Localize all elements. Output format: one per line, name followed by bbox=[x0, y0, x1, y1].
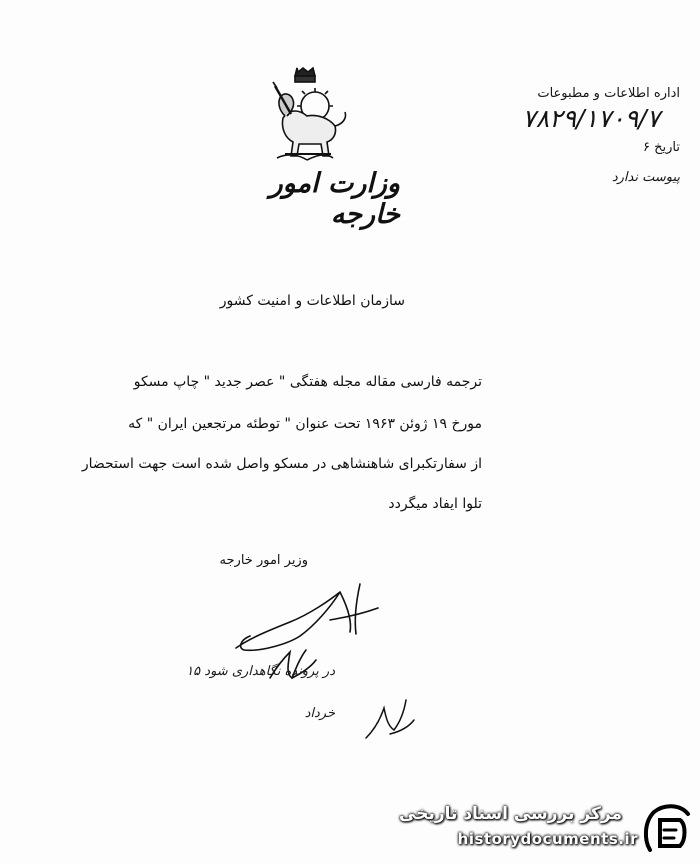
attachment-status: پیوست ندارد bbox=[611, 170, 680, 185]
body-line: مورخ ۱۹ ژوئن ۱۹۶۳ تحت عنوان " توطئه مرتجعین ایران " که bbox=[128, 416, 482, 432]
ministry-name: وزارت امور خارجه bbox=[269, 168, 400, 230]
document-number: ۷۸۲۹/۱۷۰۹/۷ bbox=[522, 104, 660, 133]
body-line: از سفارتکبرای شاهنشاهی در مسکو واصل شده است جهت استحضار bbox=[81, 456, 482, 472]
body-line: ترجمه فارسی مقاله مجله هفتگی " عصر جدید " چاپ مسکو bbox=[133, 374, 482, 390]
addressee: سازمان اطلاعات و امنیت کشور bbox=[219, 293, 405, 309]
lion-and-sun-emblem-icon bbox=[255, 66, 355, 166]
handwritten-note: در پرونده نگاهداری شود ۱۵ bbox=[186, 664, 335, 679]
archive-logo-icon bbox=[640, 800, 696, 858]
watermark-url: historydocuments.ir bbox=[457, 830, 638, 848]
office-reference: اداره اطلاعات و مطبوعات bbox=[537, 86, 680, 101]
archive-watermark bbox=[399, 796, 700, 863]
document-date: تاریخ ۶ bbox=[643, 140, 680, 155]
signer-title: وزیر امور خارجه bbox=[219, 553, 308, 568]
body-line: تلوا ایفاد میگردد bbox=[388, 496, 482, 512]
handwritten-note: خرداد bbox=[304, 706, 335, 721]
handwritten-initials bbox=[360, 690, 420, 745]
watermark-title: مرکز بررسی اسناد تاریخی bbox=[399, 804, 622, 824]
